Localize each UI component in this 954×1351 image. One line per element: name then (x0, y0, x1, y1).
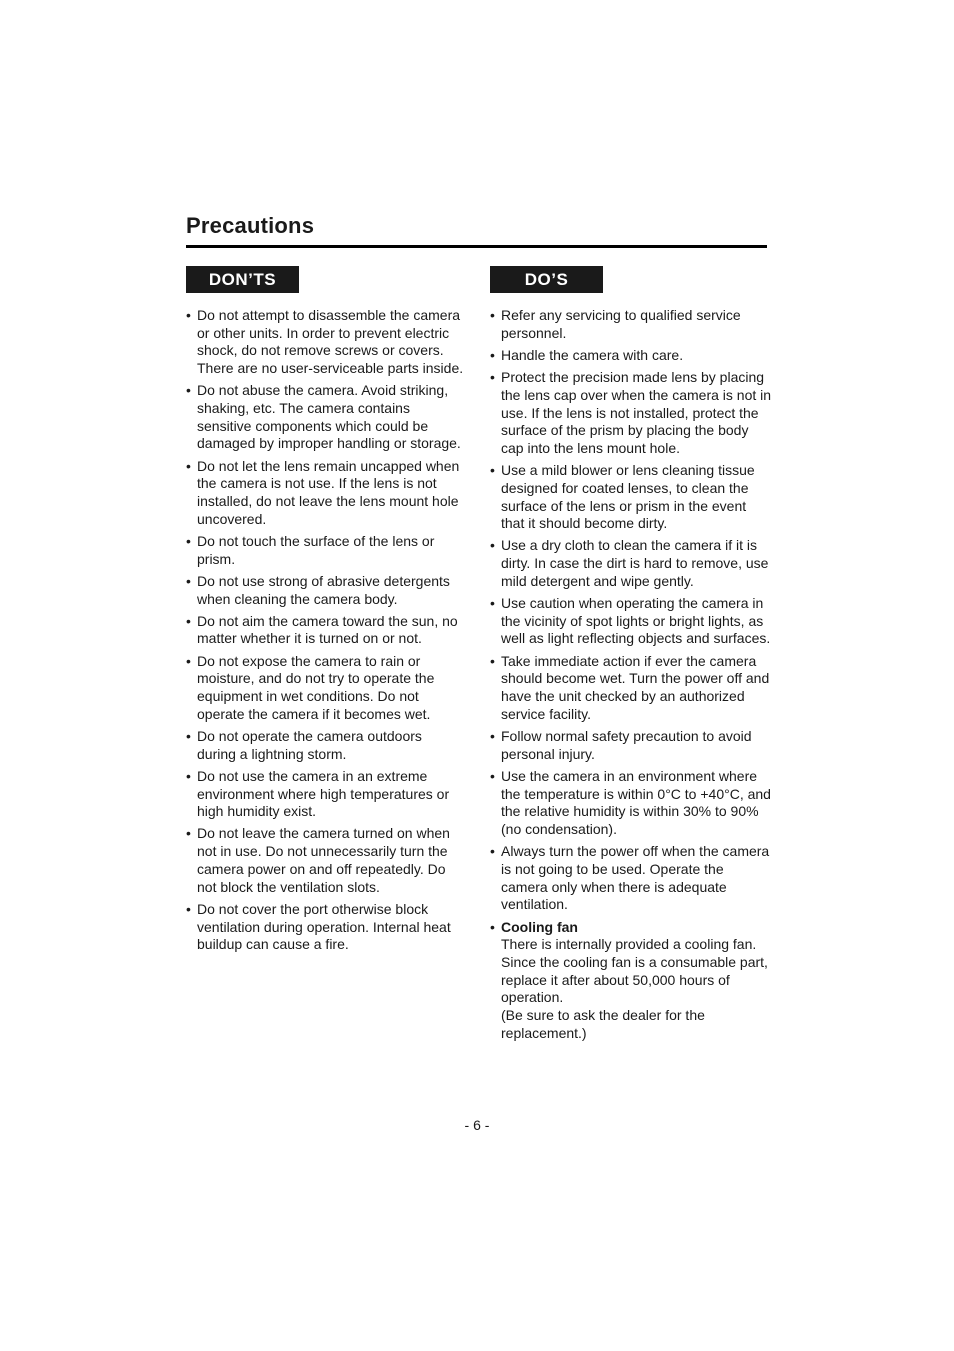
cooling-fan-body: There is internally provided a cooling fan. Since the cooling fan is a consumable part, replace it after about 50,000 hours of operation. (Be sure to ask the dealer for the replacement.) (501, 936, 768, 1041)
title-rule (186, 245, 767, 248)
list-item: • Protect the precision made lens by placing the lens cap over when the camera is not in use. If the lens is not installed, protect the surface of the prism by placing the body cap into the lens mount hole. (490, 369, 772, 458)
list-item: • Follow normal safety precaution to avoid personal injury. (490, 728, 772, 763)
page-title: Precautions (186, 213, 315, 238)
cooling-fan-item (490, 919, 772, 1043)
dos-list (490, 307, 772, 1042)
dos-badge: DO’S (490, 266, 603, 293)
donts-column (186, 266, 464, 958)
list-item: • Take immediate action if ever the camera should become wet. Turn the power off and have the unit checked by an authorized service facility. (490, 653, 772, 724)
cooling-fan-heading: • Cooling fan (501, 918, 578, 935)
list-item: • Do not let the lens remain uncapped when the camera is not use. If the lens is not installed, do not leave the lens mount hole uncovered. (186, 458, 464, 529)
list-item: • Use a dry cloth to clean the camera if it is dirty. In case the dirt is hard to remove, use mild detergent and wipe gently. (490, 537, 772, 590)
list-item: • Do not use the camera in an extreme environment where high temperatures or high humidity exist. (186, 768, 464, 821)
list-item: • Do not operate the camera outdoors during a lightning storm. (186, 728, 464, 763)
list-item: • Refer any servicing to qualified service personnel. (490, 307, 772, 342)
donts-badge: DON’TS (186, 266, 299, 293)
list-item: • Do not attempt to disassemble the camera or other units. In order to prevent electric shock, do not remove screws or covers. There are no user-serviceable parts inside. (186, 307, 464, 378)
list-item: • Do not touch the surface of the lens or prism. (186, 533, 464, 568)
dos-column (490, 266, 772, 1047)
list-item: • Do not expose the camera to rain or moisture, and do not try to operate the equipment in wet conditions. Do not operate the camera if it becomes wet. (186, 653, 464, 724)
list-item: • Do not leave the camera turned on when not in use. Do not unnecessarily turn the camera power on and off repeatedly. Do not block the ventilation slots. (186, 825, 464, 896)
list-item: • Do not use strong of abrasive detergents when cleaning the camera body. (186, 573, 464, 608)
page-number: - 6 - (464, 1117, 490, 1133)
list-item: • Do not abuse the camera. Avoid striking, shaking, etc. The camera contains sensitive components which could be damaged by improper handling or storage. (186, 382, 464, 453)
donts-list (186, 307, 464, 954)
list-item: • Always turn the power off when the camera is not going to be used. Operate the camera only when there is adequate ventilation. (490, 843, 772, 914)
list-item: • Do not cover the port otherwise block ventilation during operation. Internal heat buildup can cause a fire. (186, 901, 464, 954)
list-item: • Handle the camera with care. (490, 347, 772, 365)
list-item: • Use the camera in an environment where the temperature is within 0°C to +40°C, and the relative humidity is within 30% to 90% (no condensation). (490, 768, 772, 839)
list-item: • Use a mild blower or lens cleaning tissue designed for coated lenses, to clean the surface of the lens or prism in the event that it should become dirty. (490, 462, 772, 533)
list-item: • Do not aim the camera toward the sun, no matter whether it is turned on or not. (186, 613, 464, 648)
list-item: • Use caution when operating the camera in the vicinity of spot lights or bright lights, as well as light reflecting objects and surfaces. (490, 595, 772, 648)
